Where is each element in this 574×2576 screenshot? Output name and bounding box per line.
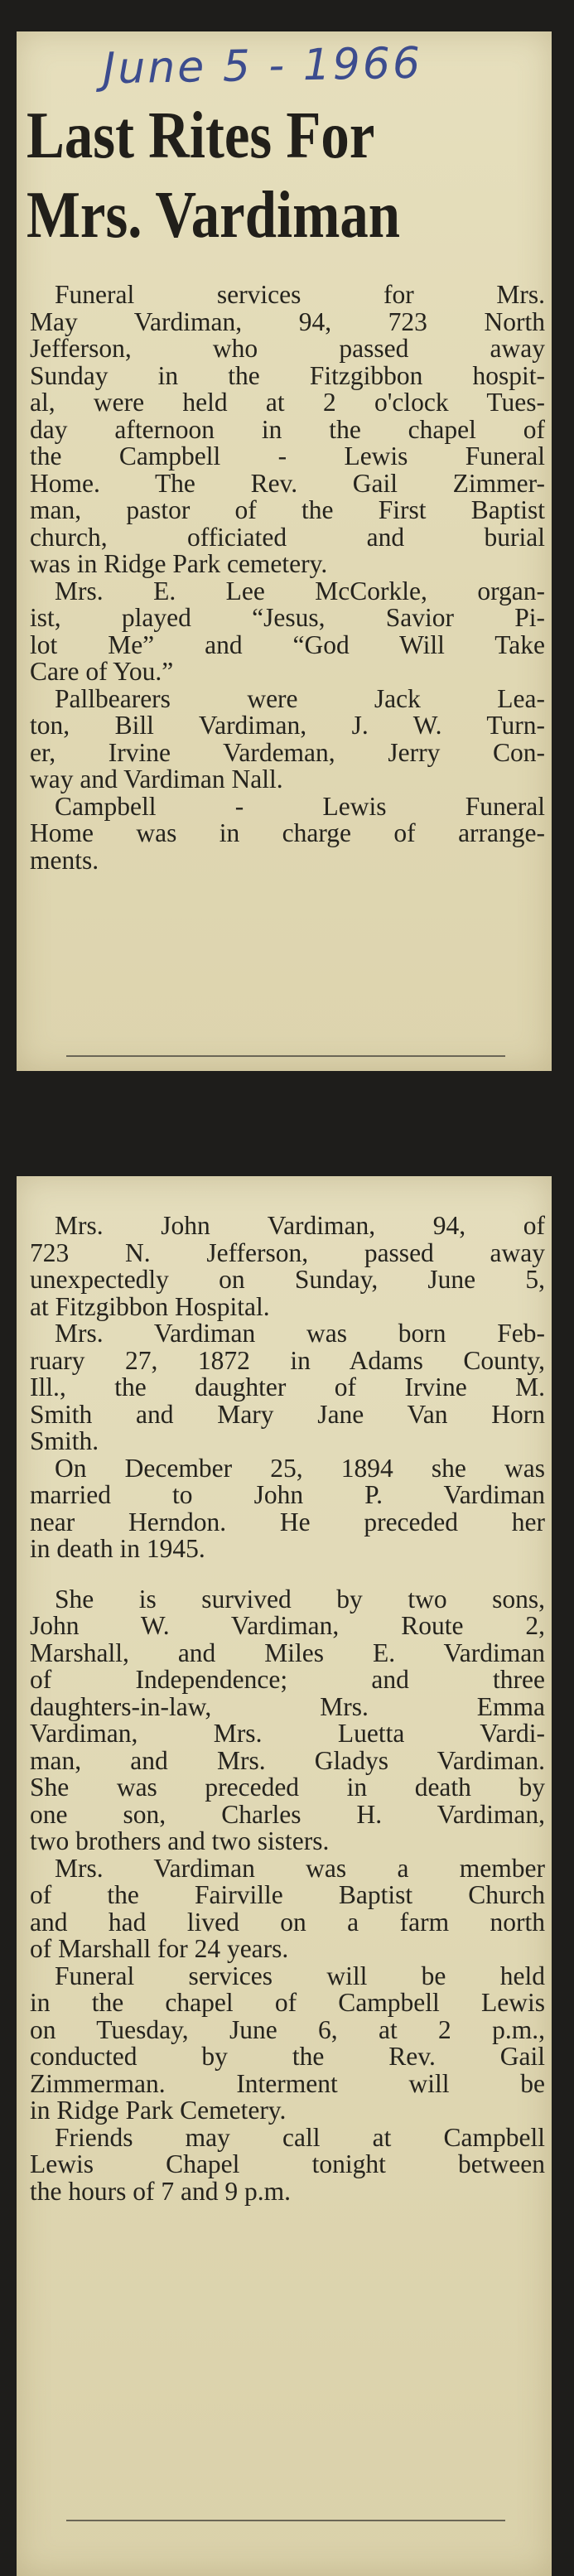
- article-line: Lewis Chapel tonight between: [30, 2149, 545, 2178]
- article-line: Funeral services will be held: [55, 1961, 545, 1990]
- article-line: Smith.: [30, 1426, 99, 1455]
- article-line: Marshall, and Miles E. Vardiman: [30, 1638, 545, 1667]
- article-line: near Herndon. He preceded her: [30, 1507, 545, 1536]
- divider-rule: [66, 1055, 505, 1057]
- article-line: two brothers and two sisters.: [30, 1826, 330, 1855]
- article-line: Home. The Rev. Gail Zimmer-: [30, 468, 545, 498]
- article-line: one son, Charles H. Vardiman,: [30, 1799, 545, 1829]
- article-line: Ill., the daughter of Irvine M.: [30, 1372, 545, 1401]
- article-line: of Marshall for 24 years.: [30, 1934, 289, 1963]
- article-line: er, Irvine Vardeman, Jerry Con-: [30, 737, 545, 767]
- article-line: al, were held at 2 o'clock Tues-: [30, 388, 545, 417]
- article-line: married to John P. Vardiman: [30, 1480, 545, 1509]
- article-body-2: [30, 1213, 545, 2205]
- article-line: way and Vardiman Nall.: [30, 765, 283, 794]
- article-line: 723 N. Jefferson, passed away: [30, 1237, 545, 1267]
- article-line: Mrs. E. Lee McCorkle, organ-: [55, 576, 545, 605]
- article-line: man, pastor of the First Baptist: [30, 495, 545, 524]
- article-line: Care of You.”: [30, 657, 174, 686]
- handwritten-date: June 5 - 1966: [102, 38, 423, 94]
- article-line: Mrs. Vardiman was born Feb-: [55, 1319, 545, 1348]
- article-line: conducted by the Rev. Gail: [30, 2042, 545, 2071]
- article-line: May Vardiman, 94, 723 North: [30, 306, 545, 336]
- article-line: She is survived by two sons,: [55, 1584, 545, 1614]
- article-line: church, officiated and burial: [30, 522, 545, 552]
- article-line: lot Me” and “God Will Take: [30, 630, 545, 659]
- article-line: the hours of 7 and 9 p.m.: [30, 2176, 291, 2206]
- article-line: daughters-in-law, Mrs. Emma: [30, 1691, 545, 1721]
- article-line: in Ridge Park Cemetery.: [30, 2096, 287, 2125]
- article-line: on Tuesday, June 6, at 2 p.m.,: [30, 2014, 545, 2044]
- article-line: Mrs. Vardiman was a member: [55, 1853, 545, 1883]
- article-line: the Campbell - Lewis Funeral: [30, 441, 545, 470]
- article-line: Vardiman, Mrs. Luetta Vardi-: [30, 1719, 545, 1748]
- article-line: Home was in charge of arrange-: [30, 818, 545, 847]
- article-line: ruary 27, 1872 in Adams County,: [30, 1345, 545, 1375]
- article-line: ist, played “Jesus, Savior Pi-: [30, 603, 545, 632]
- article-line: of Independence; and three: [30, 1665, 545, 1694]
- article-line: at Fitzgibbon Hospital.: [30, 1291, 270, 1321]
- article-line: day afternoon in the chapel of: [30, 414, 545, 444]
- article-line: Sunday in the Fitzgibbon hospit-: [30, 360, 545, 390]
- article-line: She was preceded in death by: [30, 1773, 545, 1802]
- article-line: of the Fairville Baptist Church: [30, 1880, 545, 1909]
- article-line: ton, Bill Vardiman, J. W. Turn-: [30, 711, 545, 740]
- article-body-1: [30, 282, 545, 874]
- article-line: in death in 1945.: [30, 1534, 205, 1563]
- divider-rule: [66, 2520, 505, 2521]
- article-line: Funeral services for Mrs.: [55, 280, 545, 309]
- article-line: Smith and Mary Jane Van Horn: [30, 1399, 545, 1429]
- article-line: Mrs. John Vardiman, 94, of: [55, 1211, 545, 1240]
- article-line: man, and Mrs. Gladys Vardiman.: [30, 1745, 545, 1775]
- paragraph-gap: [30, 1563, 545, 1586]
- article-line: in the chapel of Campbell Lewis: [30, 1988, 545, 2017]
- article-line: Friends may call at Campbell: [55, 2122, 545, 2152]
- headline: [27, 96, 468, 255]
- obituary-clipping-1: [17, 31, 552, 1071]
- article-line: was in Ridge Park cemetery.: [30, 549, 328, 578]
- headline-line-2: Mrs. Vardiman: [27, 179, 401, 252]
- article-line: John W. Vardiman, Route 2,: [30, 1611, 545, 1640]
- obituary-clipping-2: [17, 1176, 552, 2576]
- article-line: Jefferson, who passed away: [30, 334, 545, 363]
- article-line: and had lived on a farm north: [30, 1907, 545, 1937]
- article-line: Pallbearers were Jack Lea-: [55, 683, 545, 713]
- article-line: ments.: [30, 845, 99, 875]
- article-line: On December 25, 1894 she was: [55, 1453, 545, 1483]
- article-line: unexpectedly on Sunday, June 5,: [30, 1265, 545, 1294]
- article-line: Campbell - Lewis Funeral: [55, 791, 545, 821]
- headline-line-1: Last Rites For: [27, 99, 375, 172]
- article-line: Zimmerman. Interment will be: [30, 2068, 545, 2098]
